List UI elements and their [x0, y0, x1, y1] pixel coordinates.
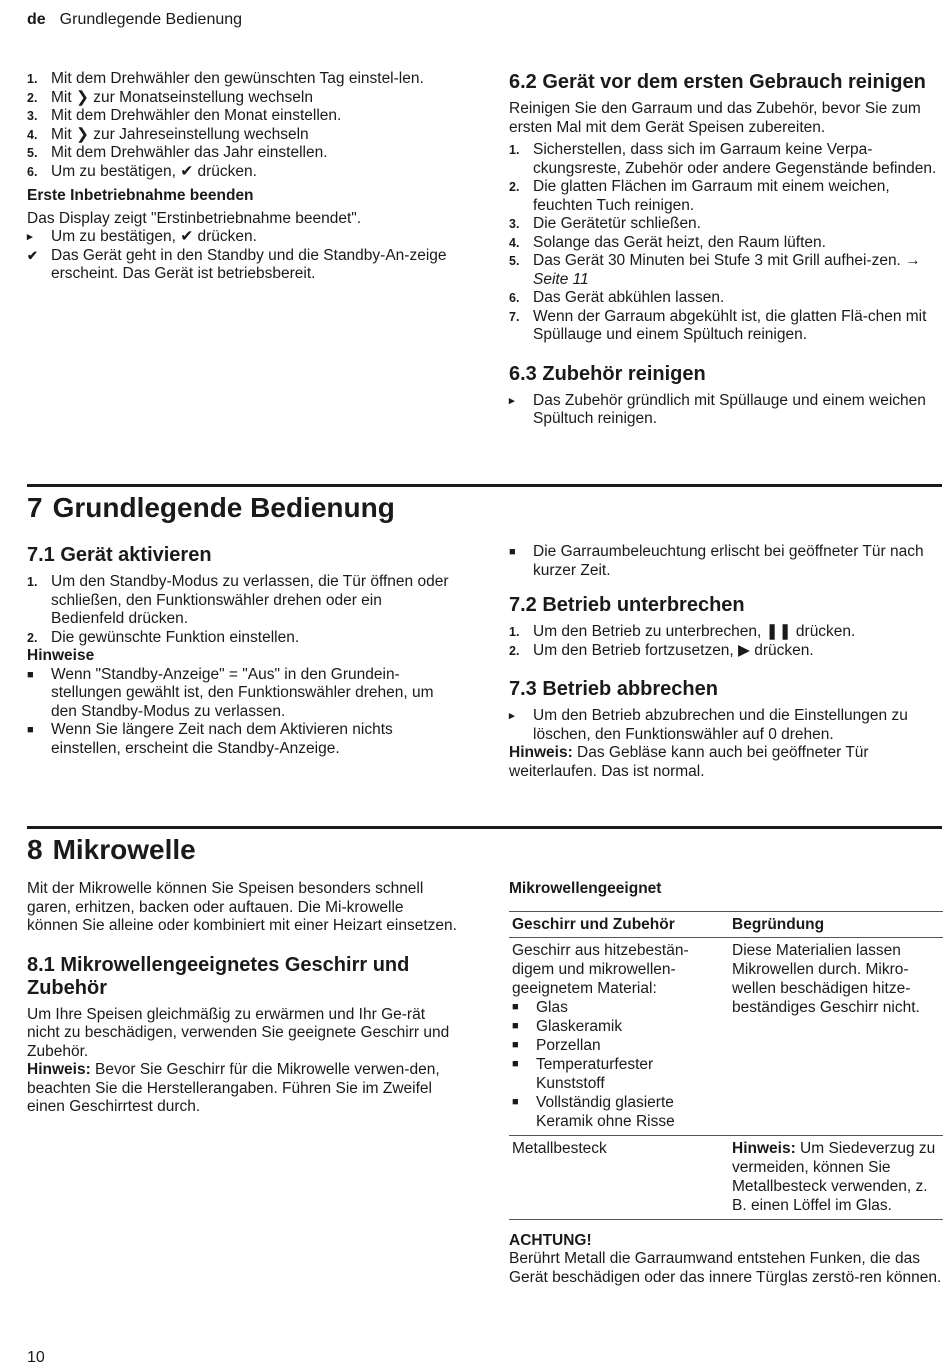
section-7-left-column: [27, 544, 459, 758]
left-top-column: [27, 70, 457, 284]
page-number: 10: [27, 1349, 45, 1366]
bullet-icon: ■: [27, 668, 34, 681]
list-item: 3. Die Gerätetür schließen.: [509, 215, 701, 232]
chapter-title: Grundlegende Bedienung: [52, 492, 395, 523]
checkmark-icon: ✔: [27, 247, 38, 263]
section-8-1-title: 8.1 Mikrowellengeeignetes Geschirr und Zubehör: [27, 953, 410, 999]
section-8-right-column: [509, 880, 943, 1287]
section-8-1-hint: Hinweis: Bevor Sie Geschirr für die Mikrowelle verwen-den, beachten Sie die Herstellerangaben. Führen Sie im Zweifel einen Geschirrtest durch.: [27, 1061, 440, 1115]
list-item: 2. Die glatten Flächen im Garraum mit einem weichen, feuchten Tuch reinigen.: [509, 178, 890, 214]
notes-list-continued: [509, 543, 942, 580]
list-item: 6. Um zu bestätigen, ✔ drücken.: [27, 162, 257, 180]
chapter-number: 8: [27, 834, 43, 865]
list-item: 1. Mit dem Drehwähler den gewünschten Tag einstel-len.: [27, 70, 424, 87]
chapter-title: Mikrowelle: [52, 834, 196, 865]
bullet-icon: ■: [512, 1057, 519, 1070]
activate-steps-list: [27, 573, 459, 647]
list-item: 2. Mit ❯ zur Monatseinstellung wechseln: [27, 88, 313, 106]
section-6-2-intro: Reinigen Sie den Garraum und das Zubehör, bevor Sie zum ersten Mal mit dem Gerät Speisen zubereiten.: [509, 100, 921, 136]
list-item: ✔ Das Gerät geht in den Standby und die Standby-An-zeige erscheint. Das Gerät ist betriebsbereit.: [27, 246, 447, 282]
section-7-1-title: 7.1 Gerät aktivieren: [27, 544, 212, 566]
list-item: 4. Mit ❯ zur Jahreseinstellung wechseln: [27, 125, 309, 143]
action-list: [27, 228, 457, 284]
section-7-2-title: 7.2 Betrieb unterbrechen: [509, 594, 745, 616]
table-row: [509, 937, 943, 1135]
pause-steps-list: [509, 623, 942, 660]
table-title: Mikrowellengeeignet: [509, 880, 662, 897]
right-top-column: [509, 71, 944, 429]
table-cell: Geschirr aus hitzebestän-digem und mikrowellen-geeignetem Material: ■ Glas ■ Glaskeramik ■ Porzellan ■ Temperaturfester Kunststoff ■ Vollständig glasierte Keramik ohne Risse: [509, 937, 729, 1135]
arrow-icon: ▸: [509, 710, 515, 722]
bullet-icon: ■: [512, 1000, 519, 1013]
cleaning-steps-list: [509, 141, 944, 345]
list-item: ■ Wenn "Standby-Anzeige" = "Aus" in den Grundein-stellungen gewählt ist, den Funktionswähler drehen, um den Standby-Modus zu verlassen.: [27, 665, 434, 720]
table-cell: Diese Materialien lassen Mikrowellen durch. Mikro-wellen beschädigen hitze-beständiges Geschirr nicht.: [732, 941, 920, 1016]
list-item: ■ Porzellan: [512, 1036, 601, 1054]
cancel-hint: Hinweis: Das Gebläse kann auch bei geöffneter Tür weiterlaufen. Das ist normal.: [509, 744, 869, 780]
column-header: Begründung: [729, 911, 943, 937]
section-7-rule: [27, 484, 942, 487]
list-item: 1. Sicherstellen, dass sich im Garraum keine Verpa-ckungsreste, Zubehör oder andere Gegenstände befinden.: [509, 141, 937, 177]
section-8-left-column: [27, 880, 457, 1117]
list-item: ■ Glas: [512, 998, 568, 1016]
list-item: 7. Wenn der Garraum abgekühlt ist, die glatten Flä-chen mit Spüllauge und einem Spültuch reinigen.: [509, 307, 927, 343]
warning-title: ACHTUNG!: [509, 1231, 592, 1249]
section-7-3-title: 7.3 Betrieb abbrechen: [509, 678, 718, 700]
section-7-right-column: [509, 543, 942, 781]
section-8-1-text: Um Ihre Speisen gleichmäßig zu erwärmen und Ihr Ge-rät nicht zu beschädigen, verwenden Sie geeignete Geschirr und Zubehör.: [27, 1005, 450, 1060]
table-header-row: [509, 911, 943, 937]
arrow-icon: ▸: [27, 231, 33, 243]
section-6-3-title: 6.3 Zubehör reinigen: [509, 362, 706, 385]
notes-list: [27, 666, 459, 759]
list-item: ■ Glaskeramik: [512, 1017, 623, 1035]
list-item: ▸ Um den Betrieb abzubrechen und die Einstellungen zu löschen, den Funktionswähler auf 0 drehen.: [509, 707, 908, 743]
list-item: 3. Mit dem Drehwähler den Monat einstellen.: [27, 107, 342, 124]
section-heading: Erste Inbetriebnahme beenden: [27, 187, 254, 204]
bullet-icon: ■: [512, 1019, 519, 1032]
list-item: ▸ Um zu bestätigen, ✔ drücken.: [27, 228, 257, 245]
warning-text: Berührt Metall die Garraumwand entstehen Funken, die das Gerät beschädigen oder das innere Türglas zerstö-ren können.: [509, 1250, 942, 1286]
list-item: 5. Mit dem Drehwähler das Jahr einstellen.: [27, 144, 328, 161]
microwave-suitable-table: [509, 911, 943, 1220]
display-text: Das Display zeigt "Erstinbetriebnahme beendet".: [27, 209, 362, 227]
section-8-rule: [27, 826, 942, 829]
list-item: 5. Das Gerät 30 Minuten bei Stufe 3 mit Grill aufhei-zen. → Seite 11: [509, 252, 921, 288]
section-7-heading: [27, 492, 942, 524]
page-reference-link[interactable]: → Seite 11: [533, 252, 921, 288]
section-8-heading: [27, 834, 942, 866]
header-title: Grundlegende Bedienung: [59, 11, 243, 28]
notes-heading: Hinweise: [27, 647, 95, 664]
language-code: de: [27, 11, 46, 28]
accessory-cleaning-list: [509, 392, 944, 429]
section-6-2-title: 6.2 Gerät vor dem ersten Gebrauch reinigen: [509, 71, 926, 93]
page-header: [27, 11, 242, 30]
microwave-intro: Mit der Mikrowelle können Sie Speisen besonders schnell garen, erhitzen, backen oder auftauen. Die Mi-krowelle können Sie alleine oder kombiniert mit einer Heizart einsetzen.: [27, 880, 457, 934]
arrow-icon: ▸: [509, 394, 515, 407]
column-header: Geschirr und Zubehör: [509, 911, 729, 937]
list-item: ■ Temperaturfester Kunststoff: [512, 1055, 654, 1092]
table-cell: Metallbesteck: [509, 1135, 729, 1219]
bullet-icon: ■: [27, 724, 34, 736]
chapter-number: 7: [27, 492, 43, 523]
list-item: 6. Das Gerät abkühlen lassen.: [509, 289, 725, 306]
cancel-steps-list: [509, 707, 942, 744]
bullet-icon: ■: [509, 546, 516, 558]
list-item: 2. Die gewünschte Funktion einstellen.: [27, 628, 300, 646]
date-steps-list: [27, 70, 457, 181]
table-row: [509, 1135, 943, 1219]
bullet-icon: ■: [512, 1038, 519, 1051]
list-item: ■ Vollständig glasierte Keramik ohne Risse: [512, 1093, 675, 1130]
list-item: 4. Solange das Gerät heizt, den Raum lüften.: [509, 233, 826, 251]
list-item: 1. Um den Standby-Modus zu verlassen, die Tür öffnen oder schließen, den Funktionswähler drehen oder ein Bedienfeld drücken.: [27, 573, 449, 627]
list-item: 2. Um den Betrieb fortzusetzen, ▶ drücken.: [509, 641, 814, 659]
list-item: ■ Wenn Sie längere Zeit nach dem Aktivieren nichts einstellen, erscheint die Standby-Anzeige.: [27, 721, 393, 757]
list-item: ▸ Das Zubehör gründlich mit Spüllauge und einem weichen Spültuch reinigen.: [509, 391, 926, 427]
list-item: 1. Um den Betrieb zu unterbrechen, ❚❚ drücken.: [509, 623, 856, 640]
bullet-icon: ■: [512, 1095, 519, 1108]
table-cell: Hinweis: Um Siedeverzug zu vermeiden, können Sie Metallbesteck verwenden, z. B. einen Löffel im Glas.: [729, 1135, 943, 1219]
list-item: ■ Die Garraumbeleuchtung erlischt bei geöffneter Tür nach kurzer Zeit.: [509, 543, 924, 579]
